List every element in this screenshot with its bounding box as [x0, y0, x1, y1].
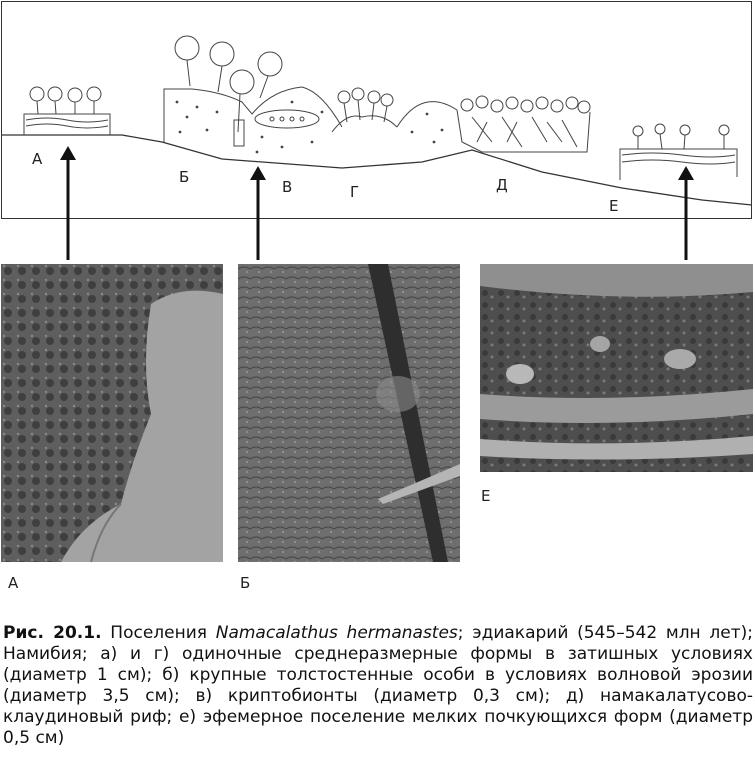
mound-b	[164, 36, 342, 153]
species-name: Namacalathus hermanastes	[215, 623, 458, 643]
settlement-g	[332, 88, 457, 143]
settlement-a	[24, 87, 110, 135]
namacalathus-cups-a	[30, 87, 101, 114]
reef-profile-diagram	[1, 1, 752, 219]
photo-label-a: А	[8, 574, 19, 592]
arrow-e	[676, 166, 696, 260]
large-cups-b	[175, 36, 282, 146]
caption-lead: Поселения	[101, 623, 216, 643]
reef-profile-drawing	[2, 2, 753, 220]
photo-a	[1, 264, 223, 562]
zone-label-v: В	[282, 178, 293, 196]
arrow-b	[248, 166, 268, 260]
reef-cups-d	[461, 96, 590, 147]
seafloor-profile-line	[2, 135, 752, 205]
zone-label-a: А	[32, 150, 43, 168]
zone-label-b: Б	[179, 168, 190, 186]
arrow-a	[58, 146, 78, 260]
photo-a-texture	[1, 264, 223, 562]
photo-e-texture	[480, 264, 753, 472]
zone-label-g: Г	[350, 183, 360, 201]
zone-label-d: Д	[496, 176, 508, 194]
figure-caption	[3, 623, 753, 749]
photo-e	[480, 264, 753, 472]
caption-body: ; эдиакарий (545–542 млн лет); Намибия; а) и г) одиночные среднеразмерные формы в затишных условиях (диаметр 1 см); б) крупные толстостенные особи в условиях волновой эрозии (диаметр 3,5 см); в) криптобионты (диаметр 0,3 см); д) намакалатусово-клаудиновый риф; е) эфемерное поселение мелких почкующихся форм (диаметр 0,5 см)	[3, 623, 753, 748]
photo-b	[238, 264, 460, 562]
figure-number: Рис. 20.1.	[3, 623, 102, 643]
photo-label-b: Б	[240, 574, 251, 592]
cryptobiont-dots	[270, 117, 304, 121]
reef-d	[457, 96, 590, 152]
photo-label-e: Е	[481, 487, 491, 505]
zone-label-e: Е	[609, 197, 619, 215]
photo-b-texture	[238, 264, 460, 562]
cryptic-cavity-v	[255, 110, 319, 128]
